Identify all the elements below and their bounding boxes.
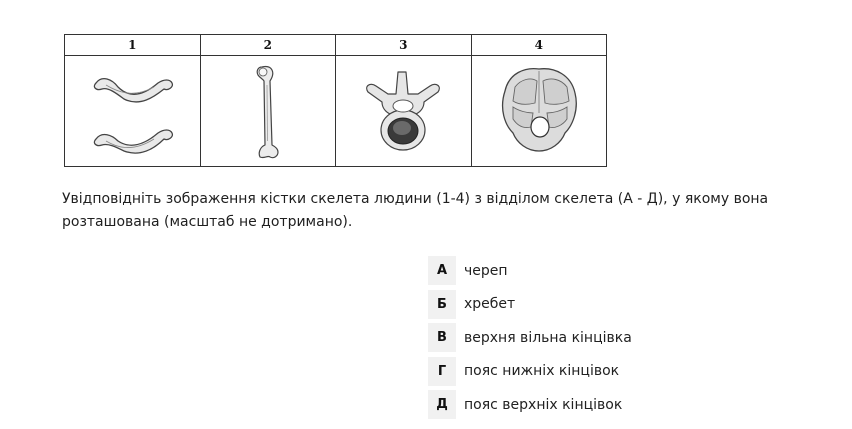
bone-cell-2 — [200, 56, 336, 167]
question-text: Увідповідніть зображення кістки скелета людини (1-4) з відділом скелета (А - Д), у якому вона розташована (масштаб не дотримано). — [62, 191, 769, 230]
option-h[interactable] — [428, 357, 632, 386]
answer-options — [428, 256, 632, 424]
option-letter: Д — [428, 390, 456, 419]
column-header-4: 4 — [471, 35, 607, 56]
option-label: пояс верхніх кінцівок — [464, 396, 623, 413]
skull-base-image — [489, 61, 589, 161]
column-header-1: 1 — [65, 35, 201, 56]
option-b[interactable] — [428, 290, 632, 319]
bone-cell-4 — [471, 56, 607, 167]
bone-cell-3 — [336, 56, 472, 167]
option-label: пояс нижніх кінцівок — [464, 363, 620, 379]
humerus-image — [248, 61, 288, 161]
option-letter: Г — [428, 357, 456, 386]
column-header-2: 2 — [200, 35, 336, 56]
clavicle-pair-image — [82, 61, 182, 161]
option-a[interactable] — [428, 256, 632, 285]
option-d[interactable] — [428, 390, 632, 419]
option-letter: Б — [428, 290, 456, 319]
option-label: череп — [464, 262, 508, 279]
option-letter: В — [428, 323, 456, 352]
bones-table — [64, 34, 607, 167]
option-letter: А — [428, 256, 456, 285]
option-label: верхня вільна кінцівка — [464, 329, 632, 346]
vertebra-image — [358, 66, 448, 156]
column-header-3: 3 — [336, 35, 472, 56]
bone-cell-1 — [65, 56, 201, 167]
option-v[interactable] — [428, 323, 632, 352]
option-label: хребет — [464, 296, 516, 312]
